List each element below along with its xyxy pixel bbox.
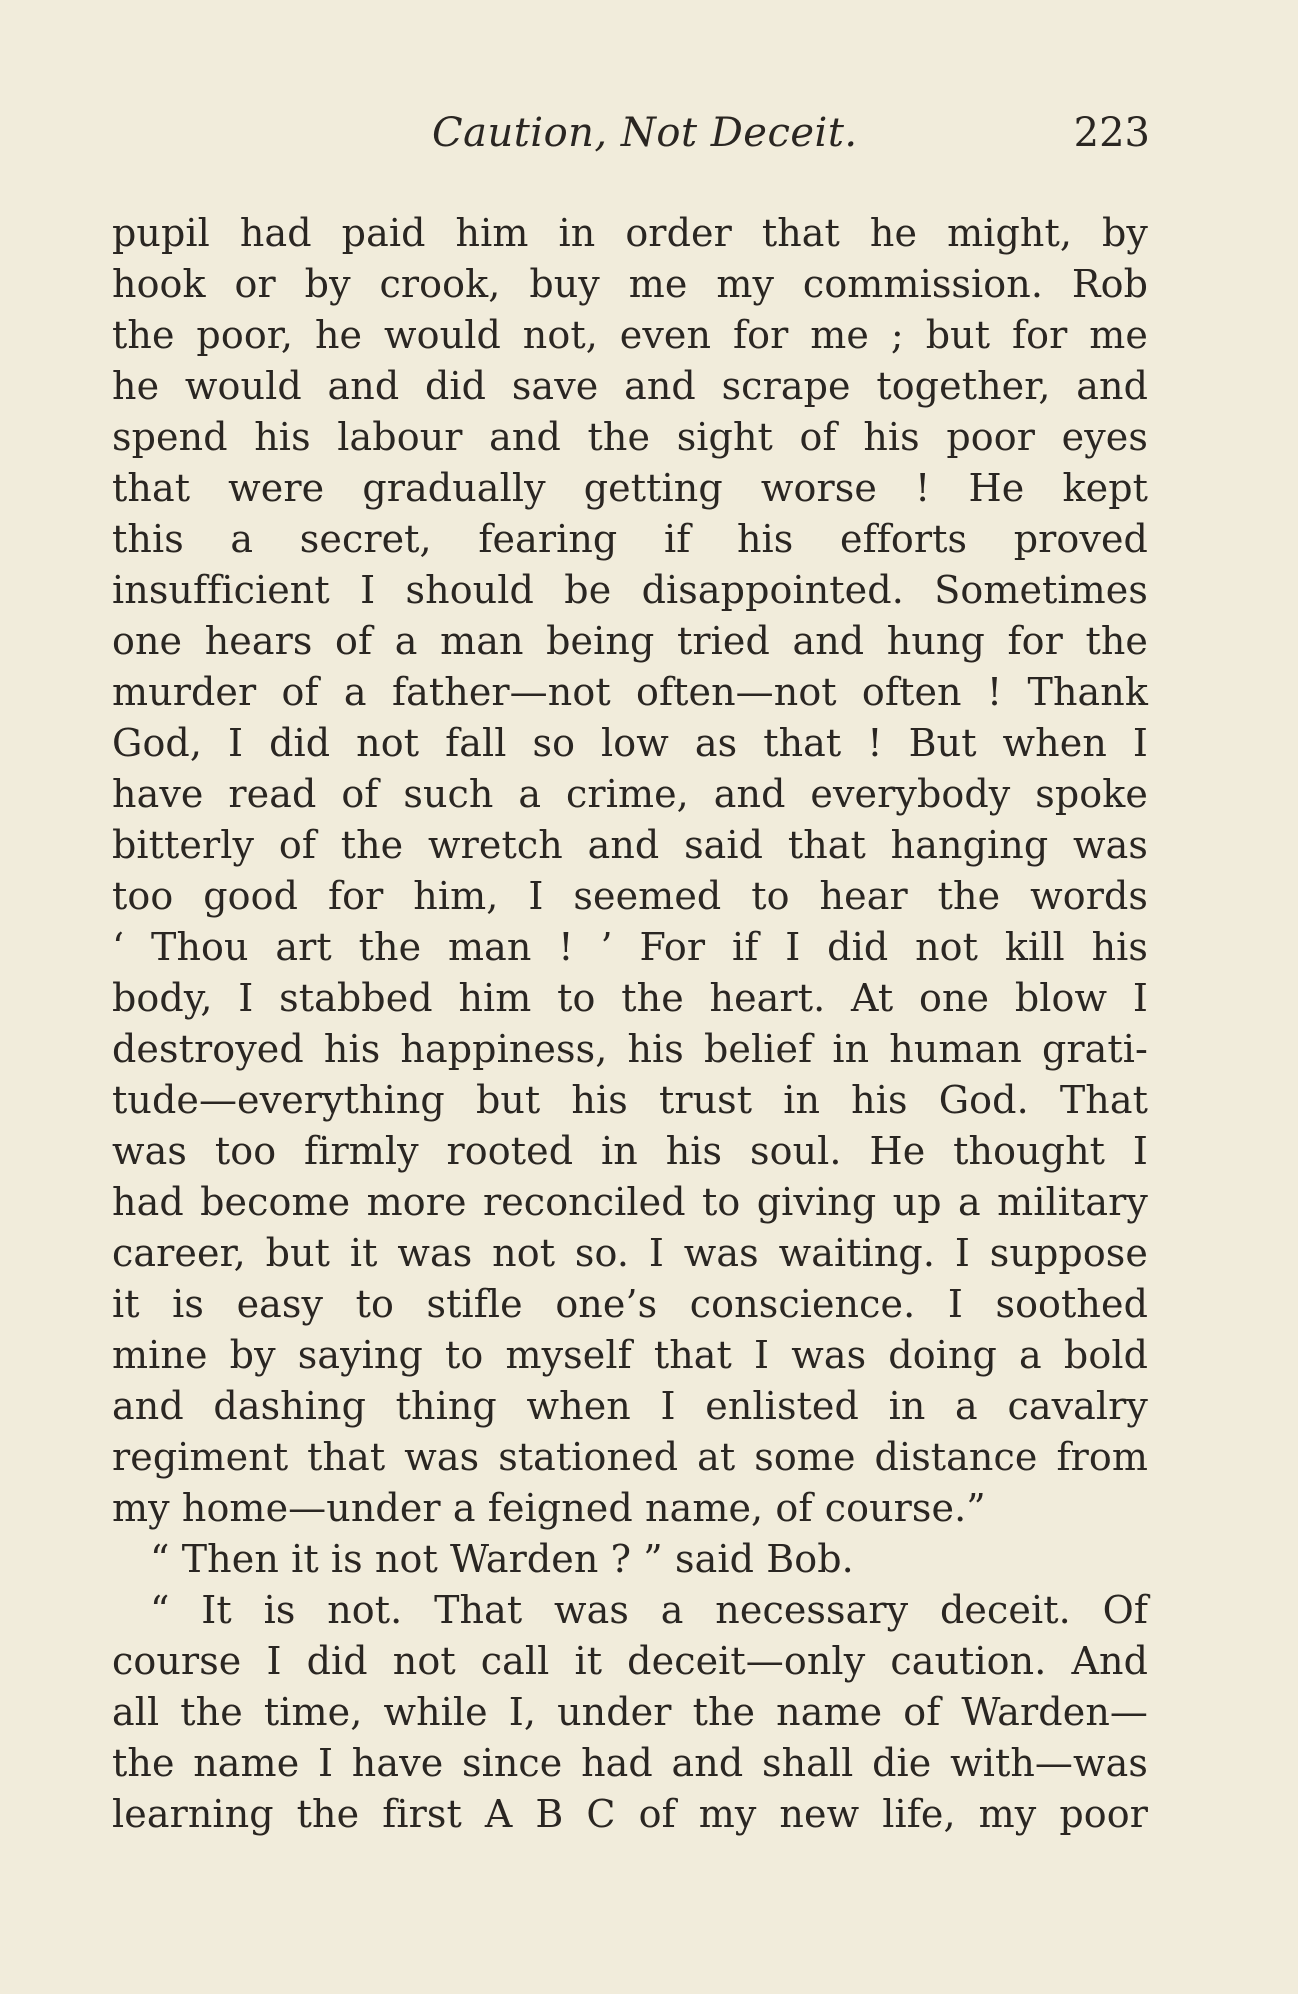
text-line: he would and did save and scrape together, and	[112, 364, 1148, 408]
text-line: have read of such a crime, and everybody spoke	[112, 772, 1148, 816]
text-line: was too firmly rooted in his soul. He thought I	[112, 1129, 1148, 1173]
text-line: ‘ Thou art the man ! ’ For if I did not kill his	[112, 925, 1148, 969]
text-line: bitterly of the wretch and said that hanging was	[112, 823, 1148, 867]
text-line: regiment that was stationed at some distance from	[112, 1435, 1148, 1479]
text-line: learning the first A B C of my new life, my poor	[112, 1792, 1148, 1836]
text-line: hook or by crook, buy me my commission. Rob	[112, 262, 1148, 306]
text-line: that were gradually getting worse ! He kept	[112, 466, 1148, 510]
text-line: mine by saying to myself that I was doing a bold	[112, 1333, 1148, 1377]
text-line: one hears of a man being tried and hung for the	[112, 619, 1148, 663]
running-title: Caution, Not Deceit.	[432, 110, 858, 156]
text-line: “ It is not. That was a necessary deceit. Of	[150, 1588, 1148, 1632]
text-line: destroyed his happiness, his belief in human grati-	[112, 1027, 1148, 1071]
text-line: course I did not call it deceit—only caution. And	[112, 1639, 1148, 1683]
text-line: it is easy to stifle one’s conscience. I soothed	[112, 1282, 1148, 1326]
text-line: body, I stabbed him to the heart. At one blow I	[112, 976, 1148, 1020]
text-line: the poor, he would not, even for me ; but for me	[112, 313, 1148, 357]
text-line: my home—under a feigned name, of course.”	[112, 1486, 986, 1530]
body-text	[112, 208, 1148, 1840]
text-line: and dashing thing when I enlisted in a cavalry	[112, 1384, 1148, 1428]
page-header	[112, 110, 1150, 170]
text-line: the name I have since had and shall die with—was	[112, 1741, 1148, 1785]
text-line: murder of a father—not often—not often ! Thank	[112, 670, 1148, 714]
text-line: all the time, while I, under the name of Warden—	[112, 1690, 1148, 1734]
text-line: spend his labour and the sight of his poor eyes	[112, 415, 1148, 459]
text-line: “ Then it is not Warden ? ” said Bob.	[150, 1537, 854, 1581]
text-line: insufficient I should be disappointed. Sometimes	[112, 568, 1148, 612]
text-line: career, but it was not so. I was waiting. I suppose	[112, 1231, 1148, 1275]
text-line: this a secret, fearing if his efforts proved	[112, 517, 1148, 561]
text-line: tude—everything but his trust in his God. That	[112, 1078, 1148, 1122]
text-line: pupil had paid him in order that he might, by	[112, 211, 1148, 255]
page-number: 223	[1073, 110, 1150, 156]
text-line: God, I did not fall so low as that ! But when I	[112, 721, 1148, 765]
text-line: too good for him, I seemed to hear the words	[112, 874, 1148, 918]
text-line: had become more reconciled to giving up a military	[112, 1180, 1148, 1224]
